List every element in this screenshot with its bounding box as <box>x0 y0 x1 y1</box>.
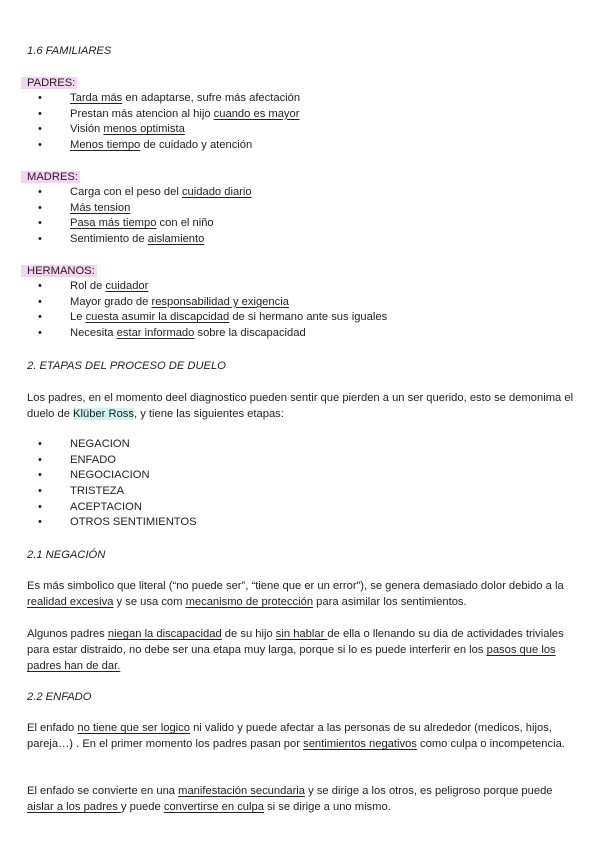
bullet-icon: • <box>38 311 42 324</box>
list-item: • Mayor grado de responsabilidad y exigencia <box>27 295 578 311</box>
bullet-icon: • <box>38 327 42 340</box>
bullet-icon: • <box>38 438 42 450</box>
bullet-icon: • <box>38 139 42 152</box>
list-item: • Pasa más tiempo con el niño <box>27 216 578 232</box>
section-heading-familiares: 1.6 FAMILIARES <box>27 45 112 57</box>
section-heading-etapas: 2. ETAPAS DEL PROCESO DE DUELO <box>27 360 226 372</box>
bullet-icon: • <box>38 92 42 104</box>
enfado-paragraph-1: El enfado no tiene que ser logico ni valido y puede afectar a las personas de su alrededor (medicos, hijos, pareja…) . En el primer momento los padres pasan por sentimientos negativos como culpa o incompetencia. <box>27 722 565 750</box>
bullet-icon: • <box>38 201 42 214</box>
section-heading-negacion: 2.1 NEGACIÓN <box>27 549 106 561</box>
bullet-icon: • <box>38 233 42 246</box>
list-item: • Más tension <box>27 201 578 217</box>
list-item: • ACEPTACION <box>27 500 578 516</box>
enfado-paragraph-2: El enfado se convierte en una manifestación secundaria y se dirige a los otros, es peligroso porque puede aislar a los padres y puede convertirse en culpa si se dirige a uno mismo. <box>27 785 553 813</box>
bullet-icon: • <box>38 280 42 292</box>
bullet-icon: • <box>38 217 42 230</box>
list-item: • TRISTEZA <box>27 484 578 500</box>
list-item: • Prestan más atencion al hijo cuando es mayor <box>27 107 578 123</box>
bullet-icon: • <box>38 469 42 482</box>
bullet-icon: • <box>38 516 42 529</box>
padres-list <box>27 91 578 154</box>
madres-label-row <box>27 169 578 185</box>
kluber-ross-highlight: Klüber Ross <box>73 408 134 420</box>
bullet-icon: • <box>38 453 42 466</box>
list-item: • NEGOCIACION <box>27 468 578 484</box>
hermanos-label-row <box>27 263 578 279</box>
padres-label: PADRES: <box>21 77 77 89</box>
list-item: • Necesita estar informado sobre la discapacidad <box>27 326 578 342</box>
list-item: • Menos tiempo de cuidado y atención <box>27 138 578 154</box>
list-item: • Rol de cuidador <box>27 279 578 295</box>
padres-label-row <box>27 75 578 91</box>
list-item: • Tarda más en adaptarse, sufre más afectación <box>27 91 578 107</box>
list-item: • Sentimiento de aislamiento <box>27 232 578 248</box>
etapas-intro: Los padres, en el momento deel diagnostico pueden sentir que pierden a un ser querido, esto se demonima el duelo de Klüber Ross, y tiene las siguientes etapas: <box>27 392 574 420</box>
bullet-icon: • <box>38 123 42 136</box>
list-item: • OTROS SENTIMIENTOS <box>27 515 578 531</box>
negacion-paragraph-1: Es más simbolico que literal (“no puede ser”, “tiene que er un error”), se genera demasiado dolor debido a la realidad excesiva y se usa com mecanismo de protección para asimilar los sentimientos. <box>27 580 564 608</box>
hermanos-label: HERMANOS: <box>21 265 97 277</box>
list-item: • Carga con el peso del cuidado diario <box>27 185 578 201</box>
bullet-icon: • <box>38 295 42 308</box>
hermanos-list <box>27 279 578 342</box>
list-item: • NEGACION <box>27 437 578 453</box>
bullet-icon: • <box>38 500 42 513</box>
bullet-icon: • <box>38 107 42 120</box>
etapas-list <box>27 437 578 531</box>
list-item: • Le cuesta asumir la discapcidad de si hermano ante sus iguales <box>27 310 578 326</box>
bullet-icon: • <box>38 485 42 498</box>
bullet-icon: • <box>38 186 42 198</box>
madres-label: MADRES: <box>21 171 80 183</box>
madres-list <box>27 185 578 248</box>
list-item: • Visión menos optimista <box>27 122 578 138</box>
negacion-paragraph-2: Algunos padres niegan la discapacidad de su hijo sin hablar de ella o llenando su dia de actividades triviales para estar distraido, no debe ser una etapa muy larga, porque si lo es puede interferir en los pasos que los padres han de dar. <box>27 628 564 672</box>
section-heading-enfado: 2.2 ENFADO <box>27 691 92 703</box>
list-item: • ENFADO <box>27 453 578 469</box>
